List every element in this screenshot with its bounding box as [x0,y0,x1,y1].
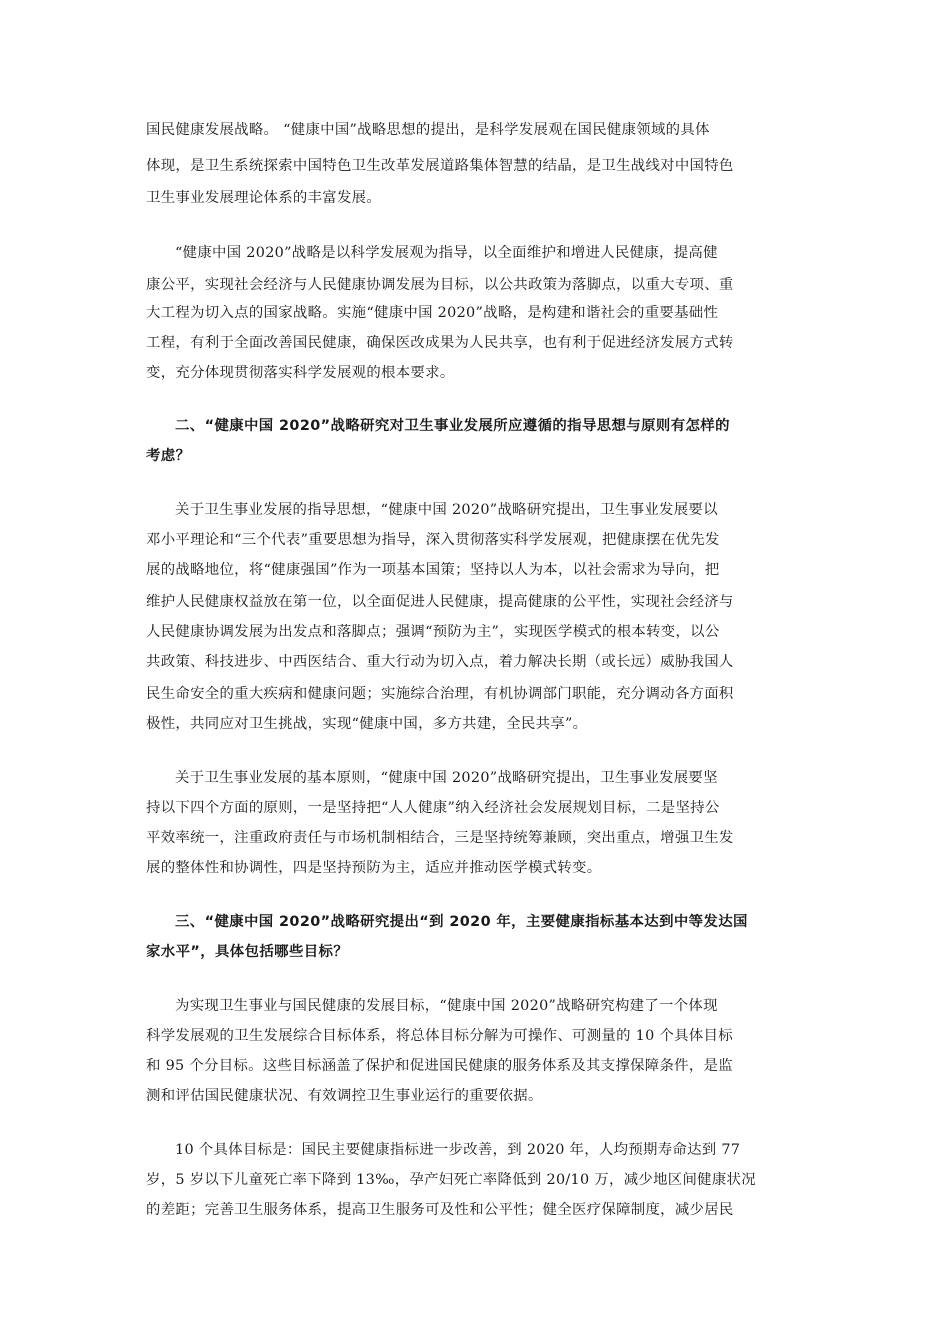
paragraph-line: “健康中国 2020”战略是以科学发展观为指导，以全面维护和增进人民健康，提高健 [175,245,718,261]
section-heading: 二、“健康中国 2020”战略研究对卫生事业发展所应遵循的指导思想与原则有怎样的 [175,418,730,434]
section-heading: 三、“健康中国 2020”战略研究提出“到 2020 年，主要健康指标基本达到中等发达国 [175,914,748,930]
paragraph-line: 共政策、科技进步、中西医结合、重大行动为切入点，着力解决长期（或长远）威胁我国人 [146,654,734,670]
paragraph-line: 民生命安全的重大疾病和健康问题；实施综合治理，有机协调部门职能，充分调动各方面积 [146,686,734,702]
paragraph-line: 工程，有利于全面改善国民健康，确保医改成果为人民共享，也有利于促进经济发展方式转 [146,335,734,351]
paragraph-line: 邓小平理论和“三个代表”重要思想为指导，深入贯彻落实科学发展观，把健康摆在优先发 [146,532,720,548]
paragraph-line: 测和评估国民健康状况、有效调控卫生事业运行的重要依据。 [146,1088,543,1104]
paragraph-line: 国民健康发展战略。 “健康中国”战略思想的提出，是科学发展观在国民健康领域的具体 [146,122,710,138]
paragraph-line: 大工程为切入点的国家战略。实施“健康中国 2020”战略，是构建和谐社会的重要基础性 [146,305,719,321]
paragraph-line: 为实现卫生事业与国民健康的发展目标，“健康中国 2020”战略研究构建了一个体现 [175,998,718,1014]
paragraph-line: 卫生事业发展理论体系的丰富发展。 [146,190,382,206]
paragraph-line: 平效率统一，注重政府责任与市场机制相结合，三是坚持统筹兼顾，突出重点，增强卫生发 [146,830,734,846]
paragraph-line: 关于卫生事业发展的基本原则，“健康中国 2020”战略研究提出，卫生事业发展要坚 [175,770,718,786]
paragraph-line: 岁，5 岁以下儿童死亡率下降到 13‰，孕产妇死亡率降低到 20/10 万，减少地区间健康状况 [146,1172,756,1188]
section-heading: 考虑？ [146,448,191,464]
paragraph-line: 10 个具体目标是：国民主要健康指标进一步改善，到 2020 年，人均预期寿命达到 77 [175,1142,741,1158]
paragraph-line: 人民健康协调发展为出发点和落脚点；强调“预防为主”，实现医学模式的根本转变，以公 [146,624,720,640]
paragraph-line: 关于卫生事业发展的指导思想，“健康中国 2020”战略研究提出，卫生事业发展要以 [175,502,718,518]
paragraph-line: 科学发展观的卫生发展综合目标体系，将总体目标分解为可操作、可测量的 10 个具体目标 [146,1028,733,1044]
paragraph-line: 极性，共同应对卫生挑战，实现“健康中国，多方共建，全民共享”。 [146,716,588,732]
paragraph-line: 展的战略地位，将“健康强国”作为一项基本国策；坚持以人为本，以社会需求为导向，把 [146,562,720,578]
paragraph-line: 持以下四个方面的原则，一是坚持把“人人健康”纳入经济社会发展规划目标，二是坚持公 [146,800,720,816]
paragraph-line: 变，充分体现贯彻落实科学发展观的根本要求。 [146,365,455,381]
paragraph-line: 和 95 个分目标。这些目标涵盖了保护和促进国民健康的服务体系及其支撑保障条件，是监 [146,1058,733,1074]
paragraph-line: 维护人民健康权益放在第一位，以全面促进人民健康，提高健康的公平性，实现社会经济与 [146,594,734,610]
paragraph-line: 展的整体性和协调性，四是坚持预防为主，适应并推动医学模式转变。 [146,860,602,876]
paragraph-line: 康公平，实现社会经济与人民健康协调发展为目标，以公共政策为落脚点，以重大专项、重 [146,277,734,293]
section-heading: 家水平”，具体包括哪些目标？ [146,944,349,960]
paragraph-line: 体现，是卫生系统探索中国特色卫生改革发展道路集体智慧的结晶，是卫生战线对中国特色 [146,158,734,174]
paragraph-line: 的差距；完善卫生服务体系，提高卫生服务可及性和公平性；健全医疗保障制度，减少居民 [146,1202,734,1218]
